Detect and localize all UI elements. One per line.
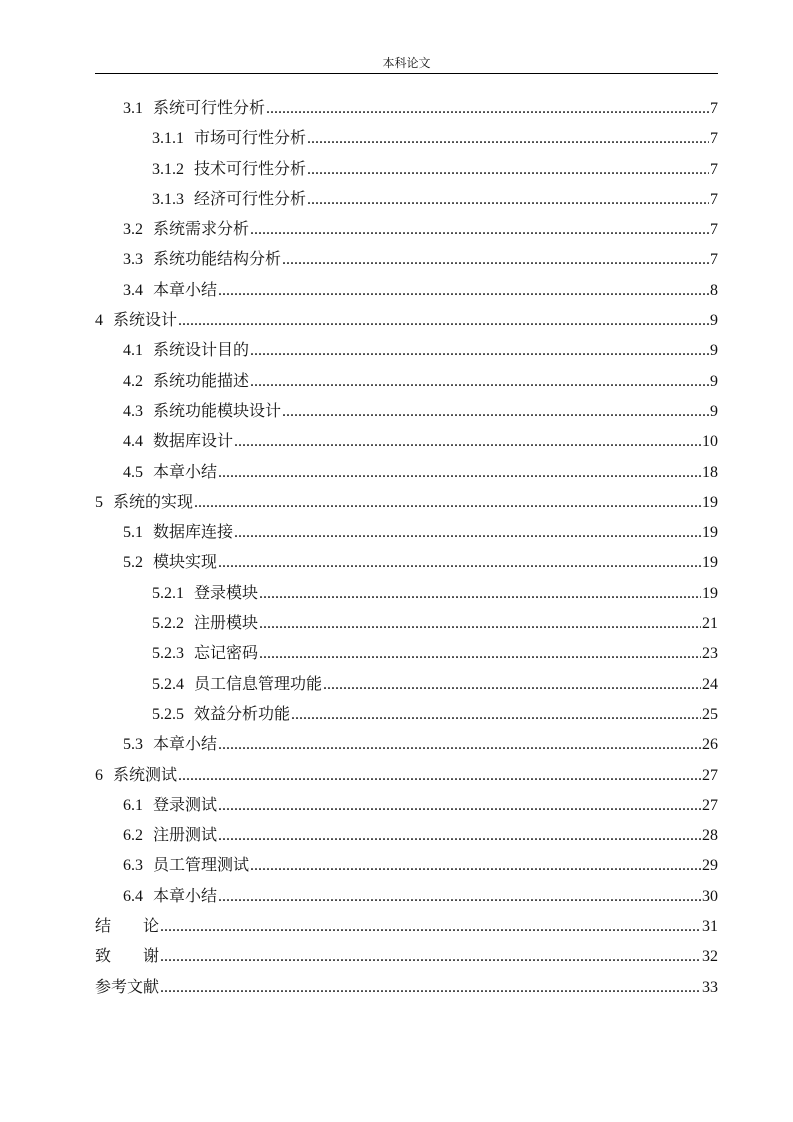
toc-entry-title: 本章小结 — [153, 887, 218, 905]
toc-entry-title: 注册测试 — [153, 827, 218, 845]
toc-entry — [95, 215, 718, 245]
toc-entry-title: 员工管理测试 — [153, 857, 250, 875]
toc-entry-title: 忘记密码 — [194, 645, 259, 663]
toc-dot-leader — [160, 973, 701, 1003]
toc-entry-number: 4.1 — [123, 342, 143, 360]
toc-entry — [95, 306, 718, 336]
toc-entry-title: 效益分析功能 — [194, 705, 291, 723]
toc-entry-number: 6.3 — [123, 857, 143, 875]
toc-entry — [95, 124, 718, 154]
toc-entry — [95, 488, 718, 518]
toc-entry — [95, 609, 718, 639]
toc-entry-page-number: 7 — [710, 251, 718, 269]
toc-entry — [95, 639, 718, 669]
toc-entry-number: 3.2 — [123, 221, 143, 239]
toc-entry-page-number: 29 — [702, 857, 718, 875]
toc-entry-page-number: 27 — [702, 766, 718, 784]
toc-entry-title: 系统设计目的 — [153, 342, 250, 360]
toc-entry-number: 6.1 — [123, 796, 143, 814]
toc-dot-leader — [307, 124, 709, 154]
toc-entry-title: 系统需求分析 — [153, 221, 250, 239]
table-of-contents — [95, 94, 718, 1003]
toc-dot-leader — [259, 579, 701, 609]
toc-entry — [95, 730, 718, 760]
toc-dot-leader — [178, 761, 701, 791]
toc-entry-number: 5.2.3 — [152, 645, 184, 663]
toc-entry-number: 5.2.2 — [152, 615, 184, 633]
toc-entry-page-number: 23 — [702, 645, 718, 663]
toc-entry-page-number: 10 — [702, 433, 718, 451]
toc-dot-leader — [218, 821, 701, 851]
toc-entry-number: 5.2 — [123, 554, 143, 572]
toc-dot-leader — [218, 458, 701, 488]
toc-dot-leader — [250, 851, 701, 881]
toc-dot-leader — [194, 488, 701, 518]
toc-entry-page-number: 7 — [710, 221, 718, 239]
toc-entry-title: 数据库设计 — [153, 433, 234, 451]
toc-entry-number: 3.1 — [123, 100, 143, 117]
toc-dot-leader — [291, 700, 701, 730]
toc-dot-leader — [218, 548, 701, 578]
toc-entry-title: 系统的实现 — [113, 493, 194, 511]
toc-entry-number: 3.1.2 — [152, 160, 184, 178]
toc-entry — [95, 579, 718, 609]
toc-dot-leader — [250, 336, 709, 366]
toc-entry — [95, 458, 718, 488]
toc-entry-page-number: 19 — [702, 584, 718, 602]
toc-dot-leader — [178, 306, 709, 336]
toc-entry — [95, 427, 718, 457]
toc-entry — [95, 851, 718, 881]
toc-entry-title: 系统测试 — [113, 766, 178, 784]
toc-entry-title: 系统功能模块设计 — [153, 402, 282, 420]
toc-entry-title: 数据库连接 — [153, 524, 234, 542]
toc-entry-page-number: 25 — [702, 705, 718, 723]
toc-entry-title: 本章小结 — [153, 463, 218, 481]
toc-entry-page-number: 28 — [702, 827, 718, 845]
toc-entry-page-number: 7 — [710, 130, 718, 148]
toc-dot-leader — [250, 367, 709, 397]
toc-entry-page-number: 33 — [702, 978, 718, 996]
toc-entry-number: 5.2.4 — [152, 675, 184, 693]
toc-dot-leader — [307, 155, 709, 185]
toc-entry-title: 注册模块 — [194, 615, 259, 633]
toc-entry-title: 系统功能结构分析 — [153, 251, 282, 269]
toc-entry-number: 4.5 — [123, 463, 143, 481]
toc-entry — [95, 367, 718, 397]
toc-dot-leader — [259, 609, 701, 639]
toc-entry-number: 3.1.1 — [152, 130, 184, 148]
toc-entry-title: 员工信息管理功能 — [194, 675, 323, 693]
page-header-title: 本科论文 — [382, 56, 431, 70]
toc-entry — [95, 397, 718, 427]
toc-entry — [95, 791, 718, 821]
toc-entry-title: 本章小结 — [153, 281, 218, 299]
toc-dot-leader — [266, 94, 709, 124]
toc-entry-number: 4 — [95, 312, 103, 330]
toc-entry — [95, 185, 718, 215]
toc-entry-page-number: 19 — [702, 554, 718, 572]
toc-entry-page-number: 26 — [702, 736, 718, 754]
toc-entry — [95, 518, 718, 548]
toc-entry-page-number: 24 — [702, 675, 718, 693]
toc-entry-number: 6 — [95, 766, 103, 784]
toc-entry — [95, 882, 718, 912]
toc-entry — [95, 276, 718, 306]
toc-entry-title: 致 谢 — [95, 948, 160, 966]
toc-dot-leader — [250, 215, 709, 245]
header-rule — [95, 73, 718, 74]
toc-entry — [95, 155, 718, 185]
toc-entry-title: 系统设计 — [113, 312, 178, 330]
toc-dot-leader — [282, 245, 709, 275]
toc-entry-number: 3.4 — [123, 281, 143, 299]
toc-dot-leader — [323, 670, 701, 700]
toc-entry-title: 系统功能描述 — [153, 372, 250, 390]
toc-entry-number: 4.3 — [123, 402, 143, 420]
toc-entry — [95, 700, 718, 730]
toc-entry-number: 3.3 — [123, 251, 143, 269]
toc-dot-leader — [160, 942, 701, 972]
toc-entry-title: 模块实现 — [153, 554, 218, 572]
toc-dot-leader — [218, 730, 701, 760]
toc-entry — [95, 761, 718, 791]
toc-entry — [95, 821, 718, 851]
toc-entry-page-number: 30 — [702, 887, 718, 905]
toc-entry — [95, 973, 718, 1003]
toc-entry — [95, 912, 718, 942]
toc-entry-number: 3.1.3 — [152, 190, 184, 208]
toc-entry-page-number: 19 — [702, 524, 718, 542]
toc-entry-number: 4.2 — [123, 372, 143, 390]
toc-entry-number: 5 — [95, 493, 103, 511]
toc-entry-page-number: 27 — [702, 796, 718, 814]
toc-entry-number: 5.2.1 — [152, 584, 184, 602]
toc-entry-number: 6.2 — [123, 827, 143, 845]
toc-entry — [95, 245, 718, 275]
toc-entry-title: 结 论 — [95, 918, 160, 936]
toc-entry — [95, 670, 718, 700]
toc-entry-page-number: 9 — [710, 372, 718, 390]
toc-entry-page-number: 9 — [710, 402, 718, 420]
toc-entry-title: 登录模块 — [194, 584, 259, 602]
toc-dot-leader — [218, 791, 701, 821]
toc-entry-title: 本章小结 — [153, 736, 218, 754]
toc-entry-page-number: 8 — [710, 281, 718, 299]
toc-entry-title: 市场可行性分析 — [194, 130, 307, 148]
toc-entry-title: 登录测试 — [153, 796, 218, 814]
toc-entry-page-number: 7 — [710, 190, 718, 208]
toc-dot-leader — [282, 397, 709, 427]
toc-entry-page-number: 31 — [702, 918, 718, 936]
toc-entry-number: 6.4 — [123, 887, 143, 905]
toc-entry-page-number: 18 — [702, 463, 718, 481]
toc-entry-number: 5.3 — [123, 736, 143, 754]
toc-entry-page-number: 9 — [710, 312, 718, 330]
toc-dot-leader — [234, 518, 701, 548]
toc-dot-leader — [234, 427, 701, 457]
toc-entry — [95, 942, 718, 972]
toc-entry-page-number: 19 — [702, 493, 718, 511]
toc-entry — [95, 94, 718, 124]
toc-dot-leader — [307, 185, 709, 215]
toc-entry-number: 5.2.5 — [152, 705, 184, 723]
toc-entry-page-number: 7 — [710, 160, 718, 178]
toc-entry-page-number: 32 — [702, 948, 718, 966]
toc-dot-leader — [218, 882, 701, 912]
toc-entry-number: 5.1 — [123, 524, 143, 542]
toc-entry-number: 4.4 — [123, 433, 143, 451]
toc-dot-leader — [259, 639, 701, 669]
toc-entry — [95, 336, 718, 366]
toc-entry-title: 参考文献 — [95, 978, 160, 996]
toc-dot-leader — [160, 912, 701, 942]
toc-entry-title: 经济可行性分析 — [194, 190, 307, 208]
toc-entry — [95, 548, 718, 578]
toc-dot-leader — [218, 276, 709, 306]
toc-entry-title: 系统可行性分析 — [153, 100, 266, 117]
toc-entry-page-number: 9 — [710, 342, 718, 360]
toc-entry-page-number: 21 — [702, 615, 718, 633]
toc-entry-title: 技术可行性分析 — [194, 160, 307, 178]
toc-entry-page-number: 7 — [710, 100, 718, 117]
